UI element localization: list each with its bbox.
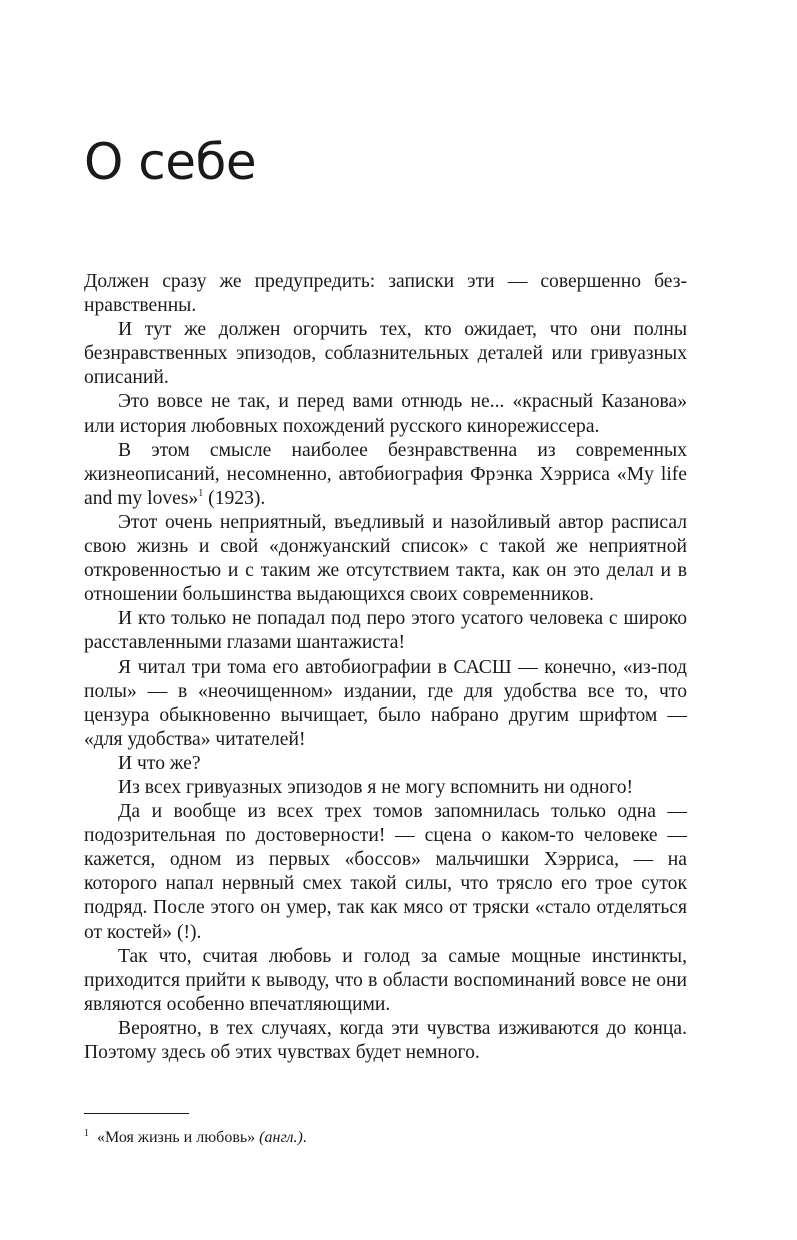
book-page bbox=[84, 0, 687, 1240]
footnote-text: «Моя жизнь и любовь» bbox=[97, 1129, 260, 1146]
paragraph: И тут же должен огорчить тех, кто ожидает, что они полны безнравственных эпизодов, соблазнительных деталей или гривуазных описаний. bbox=[84, 319, 687, 389]
chapter-title: О себе bbox=[84, 133, 257, 191]
paragraph: Вероятно, в тех случаях, когда эти чувства изживаются до конца. Поэтому здесь об этих чувствах будет немного. bbox=[84, 1017, 687, 1063]
paragraph: Да и вообще из всех трех томов запомнилась только одна — подозрительная по достоверности! — сцена о каком-то человеке — кажется, одном из первых «боссов» мальчишки Хэрриса, — на которого напал нервный смех такой силы, что трясло его трое суток подряд. После этого он умер, так как мясо от тряски «стало отделяться от костей» (!). bbox=[84, 801, 687, 943]
paragraph: Из всех гривуазных эпизодов я не могу вспомнить ни одного! bbox=[118, 776, 634, 798]
paragraph: Я читал три тома его автобиографии в САСШ — конечно, «из-под полы» — в «неочищенном» издании, где для удобства все то, что цензура обыкновенно вычищает, было набрано другим шрифтом — «для удобства» читателей! bbox=[84, 656, 687, 750]
paragraph: И кто только не попадал под перо этого усатого человека с широко расставленными глазами шантажиста! bbox=[84, 608, 687, 654]
footnote-number: 1 bbox=[84, 1128, 89, 1139]
footnote bbox=[84, 1124, 687, 1148]
body-text bbox=[84, 270, 687, 1065]
paragraph-with-footnote-ref bbox=[84, 439, 687, 511]
footnote-divider bbox=[84, 1113, 189, 1114]
footnote-reference: 1 bbox=[198, 487, 204, 499]
paragraph: Этот очень неприятный, въедливый и назойливый автор расписал свою жизнь и свой «донжуанский список» с такой же неприятной откровенностью и с таким же отсутствием такта, как он это делал и в отношении большинства выдающихся своих современников. bbox=[84, 511, 687, 606]
paragraph: Так что, считая любовь и голод за самые мощные инстинкты, приходится прийти к выводу, что в области воспоминаний вовсе не они являются особенно впечатляющими. bbox=[84, 945, 687, 1015]
paragraph-tail: (1923). bbox=[203, 487, 266, 509]
paragraph: Это вовсе не так, и перед вами отнюдь не... «красный Казанова» или история любовных похождений русского кинорежиссера. bbox=[84, 391, 687, 437]
paragraph: И что же? bbox=[118, 752, 201, 774]
footnote-end: . bbox=[302, 1129, 307, 1146]
footnote-language: (англ.) bbox=[259, 1129, 303, 1146]
paragraph: Должен сразу же предупредить: записки эти — совершенно безнравственны. bbox=[84, 271, 687, 317]
paragraph-text: В этом смысле наиболее безнравственна из современных жизнеописаний, несомненно, автобиография Фрэнка Хэрриса «My life and my loves» bbox=[84, 439, 687, 509]
